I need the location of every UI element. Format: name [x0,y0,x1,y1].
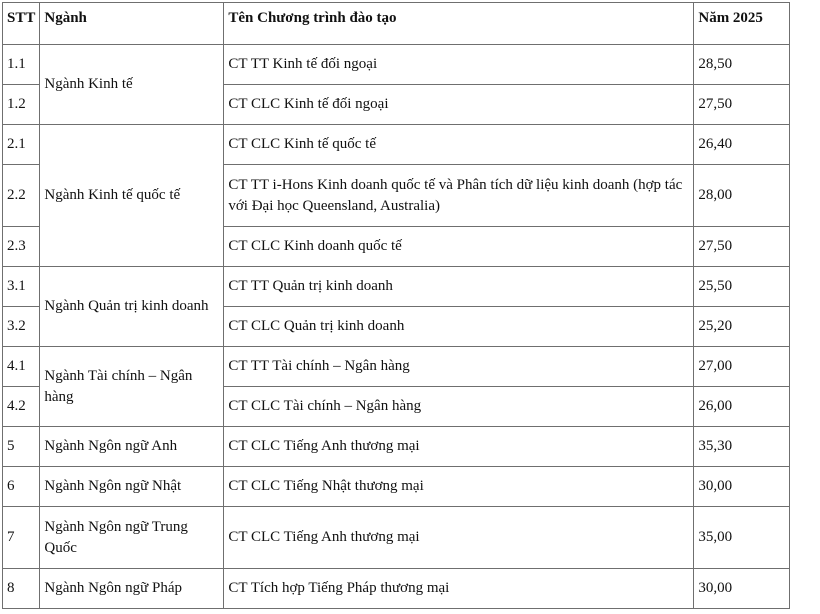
stt-cell: 2.1 [3,125,40,165]
score-cell: 27,50 [694,85,790,125]
stt-cell: 3.1 [3,267,40,307]
score-cell: 27,50 [694,227,790,267]
table-row [3,267,790,307]
nganh-cell: Ngành Ngôn ngữ Trung Quốc [40,507,224,569]
stt-cell: 3.2 [3,307,40,347]
program-cell: CT CLC Tài chính – Ngân hàng [224,387,694,427]
program-cell: CT CLC Quản trị kinh doanh [224,307,694,347]
program-cell: CT CLC Tiếng Anh thương mại [224,427,694,467]
header-nganh: Ngành [40,3,224,45]
program-cell: CT CLC Kinh doanh quốc tế [224,227,694,267]
score-cell: 25,50 [694,267,790,307]
table-row [3,467,790,507]
table-row [3,427,790,467]
score-cell: 28,00 [694,165,790,227]
stt-cell: 6 [3,467,40,507]
nganh-cell: Ngành Ngôn ngữ Nhật [40,467,224,507]
score-cell: 35,00 [694,507,790,569]
program-cell: CT CLC Kinh tế quốc tế [224,125,694,165]
stt-cell: 5 [3,427,40,467]
score-cell: 35,30 [694,427,790,467]
program-cell: CT TT Kinh tế đối ngoại [224,45,694,85]
score-cell: 28,50 [694,45,790,85]
program-cell: CT Tích hợp Tiếng Pháp thương mại [224,569,694,609]
program-cell: CT TT Quản trị kinh doanh [224,267,694,307]
header-program: Tên Chương trình đào tạo [224,3,694,45]
header-stt: STT [3,3,40,45]
score-cell: 30,00 [694,467,790,507]
stt-cell: 1.1 [3,45,40,85]
stt-cell: 4.1 [3,347,40,387]
table-row [3,347,790,387]
nganh-cell: Ngành Quản trị kinh doanh [40,267,224,347]
table-row [3,45,790,85]
nganh-cell: Ngành Kinh tế [40,45,224,125]
header-year: Năm 2025 [694,3,790,45]
score-cell: 30,00 [694,569,790,609]
stt-cell: 7 [3,507,40,569]
nganh-cell: Ngành Tài chính – Ngân hàng [40,347,224,427]
score-cell: 26,40 [694,125,790,165]
stt-cell: 1.2 [3,85,40,125]
score-cell: 26,00 [694,387,790,427]
table-header-row [3,3,790,45]
stt-cell: 2.3 [3,227,40,267]
program-cell: CT TT i-Hons Kinh doanh quốc tế và Phân tích dữ liệu kinh doanh (hợp tác với Đại học Queensland, Australia) [224,165,694,227]
program-cell: CT CLC Tiếng Nhật thương mại [224,467,694,507]
stt-cell: 4.2 [3,387,40,427]
stt-cell: 2.2 [3,165,40,227]
score-cell: 25,20 [694,307,790,347]
nganh-cell: Ngành Kinh tế quốc tế [40,125,224,267]
nganh-cell: Ngành Ngôn ngữ Pháp [40,569,224,609]
program-cell: CT TT Tài chính – Ngân hàng [224,347,694,387]
score-cell: 27,00 [694,347,790,387]
table-row [3,125,790,165]
table-row [3,507,790,569]
program-cell: CT CLC Kinh tế đối ngoại [224,85,694,125]
admission-scores-table [2,2,790,609]
stt-cell: 8 [3,569,40,609]
table-row [3,569,790,609]
nganh-cell: Ngành Ngôn ngữ Anh [40,427,224,467]
program-cell: CT CLC Tiếng Anh thương mại [224,507,694,569]
